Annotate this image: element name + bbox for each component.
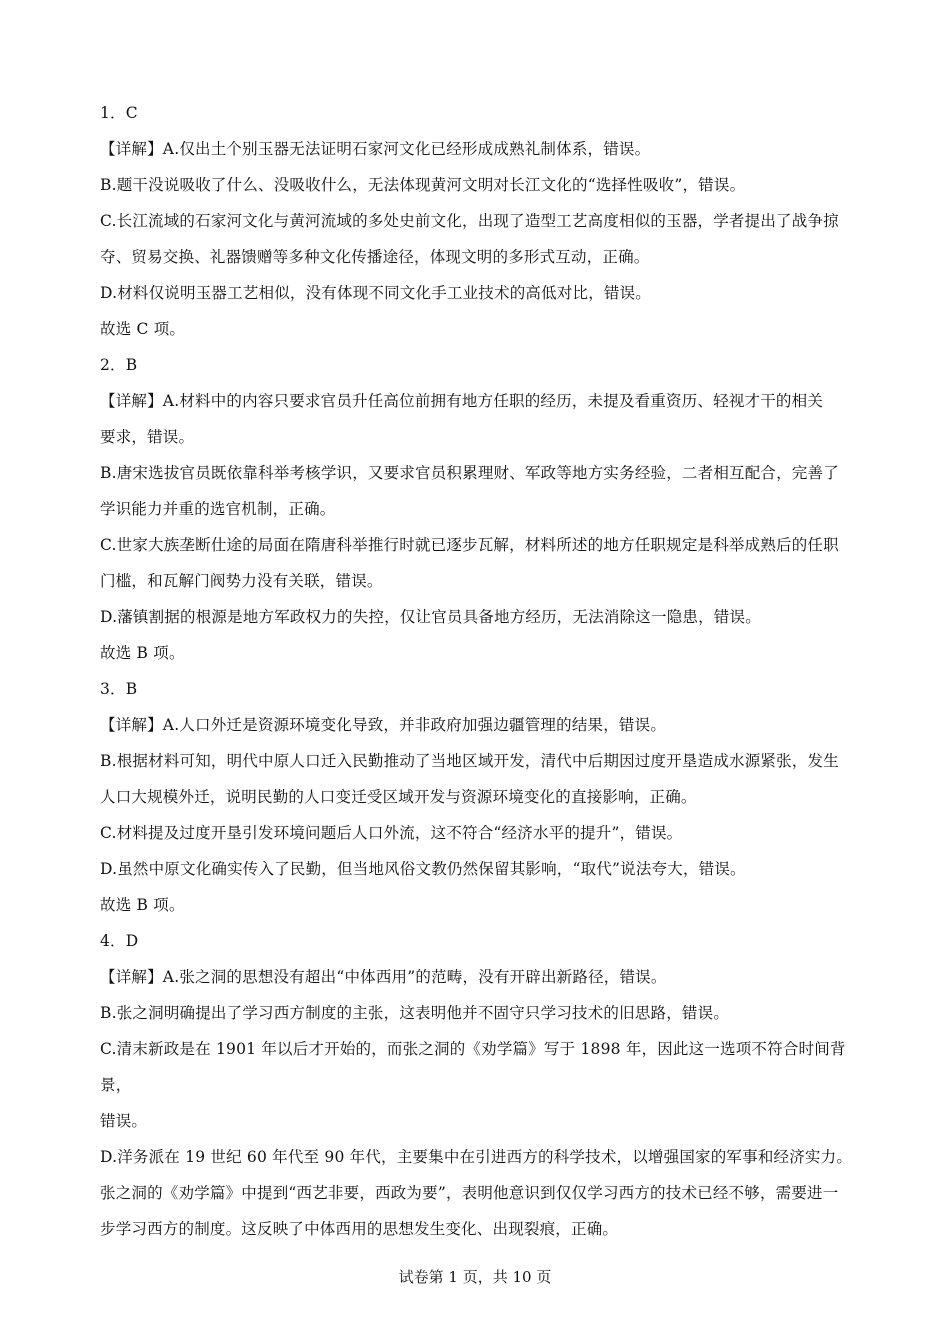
text-line: 3．B <box>100 680 138 698</box>
text-line: B.张之洞明确提出了学习西方制度的主张，这表明他并不固守只学习技术的旧思路，错误。 <box>100 1004 730 1022</box>
answer-content <box>100 95 860 1247</box>
text-line: 故选 B 项。 <box>100 896 185 914</box>
text-line: D.洋务派在 19 世纪 60 年代至 90 年代，主要集中在引进西方的科学技术，以增强国家的军事和经济实力。 <box>100 1148 853 1166</box>
text-line: 人口大规模外迁，说明民勤的人口变迁受区域开发与资源环境变化的直接影响，正确。 <box>100 788 697 806</box>
text-line: D.材料仅说明玉器工艺相似，没有体现不同文化手工业技术的高低对比，错误。 <box>100 284 652 302</box>
text-line: 故选 B 项。 <box>100 644 185 662</box>
text-line: D.藩镇割据的根源是地方军政权力的失控，仅让官员具备地方经历，无法消除这一隐患，错误。 <box>100 608 761 626</box>
text-line: 夺、贸易交换、礼器馈赠等多种文化传播途径，体现文明的多形式互动，正确。 <box>100 248 650 266</box>
text-line: 2．B <box>100 356 138 374</box>
text-line: B.唐宋选拔官员既依靠科举考核学识，又要求官员积累理财、军政等地方实务经验，二者相互配合，完善了 <box>100 464 839 482</box>
text-line: 【详解】A.人口外迁是资源环境变化导致，并非政府加强边疆管理的结果，错误。 <box>100 716 667 734</box>
text-line: D.虽然中原文化确实传入了民勤，但当地风俗文教仍然保留其影响，“取代”说法夸大，错误。 <box>100 860 746 878</box>
text-line: 故选 C 项。 <box>100 320 186 338</box>
text-line: 【详解】A.张之洞的思想没有超出“中体西用”的范畴，没有开辟出新路径，错误。 <box>100 968 667 986</box>
text-line: B.题干没说吸收了什么、没吸收什么，无法体现黄河文明对长江文化的“选择性吸收”，错误。 <box>100 176 746 194</box>
text-line: 1．C <box>100 104 138 122</box>
text-line: 学识能力并重的选官机制，正确。 <box>100 500 336 518</box>
text-line: C.材料提及过度开垦引发环境问题后人口外流，这不符合“经济水平的提升”，错误。 <box>100 824 683 842</box>
page-footer: 试卷第 1 页，共 10 页 <box>398 1268 552 1286</box>
text-line: C.清末新政是在 1901 年以后才开始的，而张之洞的《劝学篇》写于 1898 年，因此这一选项不符合时间背景， <box>100 1040 846 1094</box>
text-line: B.根据材料可知，明代中原人口迁入民勤推动了当地区域开发，清代中后期因过度开垦造成水源紧张，发生 <box>100 752 839 770</box>
text-line: C.世家大族垄断仕途的局面在隋唐科举推行时就已逐步瓦解，材料所述的地方任职规定是科举成熟后的任职 <box>100 536 839 554</box>
text-line: 步学习西方的制度。这反映了中体西用的思想发生变化、出现裂痕，正确。 <box>100 1220 619 1238</box>
text-line: 【详解】A.仅出土个别玉器无法证明石家河文化已经形成成熟礼制体系，错误。 <box>100 140 651 158</box>
text-line: 张之洞的《劝学篇》中提到“西艺非要，西政为要”，表明他意识到仅仅学习西方的技术已经不够，需要进一 <box>100 1184 839 1202</box>
text-line: 门槛，和瓦解门阀势力没有关联，错误。 <box>100 572 383 590</box>
text-line: 要求，错误。 <box>100 428 195 446</box>
text-line: 【详解】A.材料中的内容只要求官员升任高位前拥有地方任职的经历，未提及看重资历、轻视才干的相关 <box>100 392 824 410</box>
text-line: 错误。 <box>100 1112 148 1130</box>
text-line: C.长江流域的石家河文化与黄河流域的多处史前文化，出现了造型工艺高度相似的玉器，学者提出了战争掠 <box>100 212 839 230</box>
text-line: 4．D <box>100 932 139 950</box>
